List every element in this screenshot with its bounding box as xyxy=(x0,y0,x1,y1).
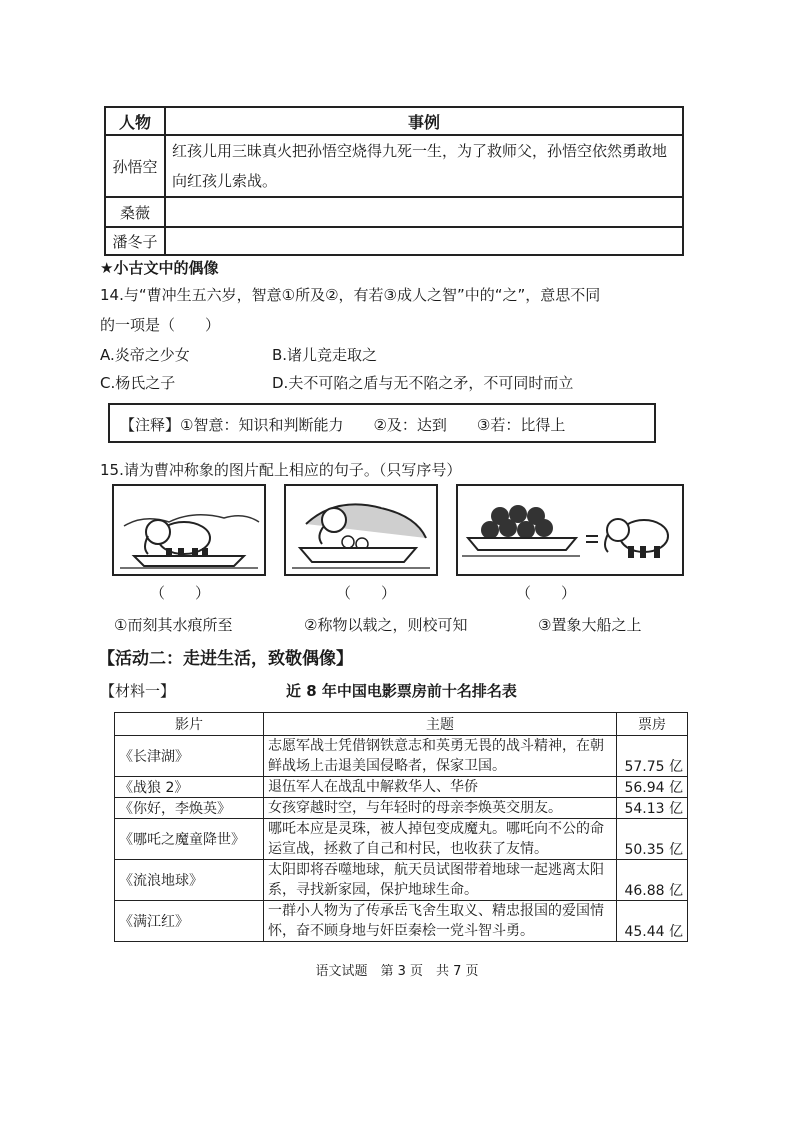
film-theme: 女孩穿越时空，与年轻时的母亲李焕英交朋友。 xyxy=(264,798,617,819)
film-title: 《长津湖》 xyxy=(115,736,264,777)
answer-blank-3[interactable]: （ ） xyxy=(516,584,577,602)
table-header-row xyxy=(105,107,683,135)
table-row xyxy=(105,135,683,197)
film-theme: 退伍军人在战乱中解救华人、华侨 xyxy=(264,777,617,798)
elephant-boat-illustration xyxy=(114,486,264,574)
option-a[interactable]: A.炎帝之少女 xyxy=(100,346,190,364)
film-theme: 一群小人物为了传承岳飞舍生取义、精忠报国的爱国情怀，奋不顾身地与奸臣秦桧一党斗智斗勇。 xyxy=(264,901,617,942)
film-title: 《你好，李焕英》 xyxy=(115,798,264,819)
film-theme: 志愿军战士凭借钢铁意志和英勇无畏的战斗精神，在朝鲜战场上击退美国侵略者，保家卫国。 xyxy=(264,736,617,777)
film-box-office: 57.75 亿 xyxy=(617,736,688,777)
table-row xyxy=(105,227,683,255)
table-row xyxy=(105,197,683,227)
film-theme: 太阳即将吞噬地球，航天员试图带着地球一起逃离太阳系，寻找新家园，保护地球生命。 xyxy=(264,860,617,901)
film-box-office: 56.94 亿 xyxy=(617,777,688,798)
stones-equal-elephant-illustration xyxy=(458,486,682,574)
table-row xyxy=(115,798,688,819)
film-title: 《流浪地球》 xyxy=(115,860,264,901)
question-15-stem: 15.请为曹冲称象的图片配上相应的句子。（只写序号） xyxy=(100,461,462,479)
film-box-office: 46.88 亿 xyxy=(617,860,688,901)
annotation-box: 【注释】①智意：知识和判断能力 ②及：达到 ③若：比得上 xyxy=(108,403,656,443)
option-b[interactable]: B.诸儿竞走取之 xyxy=(272,346,378,364)
film-box-office: 50.35 亿 xyxy=(617,819,688,860)
character-example: 红孩儿用三昧真火把孙悟空烧得九死一生，为了救师父，孙悟空依然勇敢地向红孩儿索战。 xyxy=(165,135,683,197)
question-14-line1: 14.与“曹冲生五六岁，智意①所及②，有若③成人之智”中的“之”，意思不同 xyxy=(100,286,601,304)
table-row xyxy=(115,901,688,942)
answer-blank-2[interactable]: （ ） xyxy=(336,584,397,602)
character-table xyxy=(104,106,684,256)
picture-stones-equal-elephant xyxy=(456,484,684,576)
film-title: 《哪吒之魔童降世》 xyxy=(115,819,264,860)
character-example-blank[interactable] xyxy=(165,227,683,255)
answer-blank-1[interactable]: （ ） xyxy=(150,584,211,602)
caption-2: ②称物以载之，则校可知 xyxy=(304,616,468,634)
header-theme: 主题 xyxy=(264,713,617,736)
table-header-row xyxy=(115,713,688,736)
option-c[interactable]: C.杨氏之子 xyxy=(100,374,176,392)
header-film: 影片 xyxy=(115,713,264,736)
elephant-people-illustration xyxy=(286,486,436,574)
header-box-office: 票房 xyxy=(617,713,688,736)
question-14-line2: 的一项是（ ） xyxy=(100,316,221,334)
caption-3: ③置象大船之上 xyxy=(538,616,642,634)
table-row xyxy=(115,819,688,860)
material-title: 近 8 年中国电影票房前十名排名表 xyxy=(286,682,517,700)
activity-heading: 【活动二：走进生活，致敬偶像】 xyxy=(98,649,353,669)
film-box-office: 54.13 亿 xyxy=(617,798,688,819)
film-title: 《满江红》 xyxy=(115,901,264,942)
page-footer: 语文试题 第 3 页 共 7 页 xyxy=(315,964,479,979)
header-character: 人物 xyxy=(105,107,165,135)
film-box-office: 45.44 亿 xyxy=(617,901,688,942)
character-example-blank[interactable] xyxy=(165,197,683,227)
option-d[interactable]: D.夫不可陷之盾与无不陷之矛，不可同时而立 xyxy=(272,374,574,392)
table-row xyxy=(115,860,688,901)
table-row xyxy=(115,777,688,798)
character-name: 桑薇 xyxy=(105,197,165,227)
section-heading: ★小古文中的偶像 xyxy=(100,259,219,277)
picture-elephant-on-boat xyxy=(112,484,266,576)
character-name: 潘冬子 xyxy=(105,227,165,255)
film-title: 《战狼 2》 xyxy=(115,777,264,798)
header-example: 事例 xyxy=(165,107,683,135)
character-name: 孙悟空 xyxy=(105,135,165,197)
picture-elephant-with-people xyxy=(284,484,438,576)
box-office-table xyxy=(114,712,688,942)
table-row xyxy=(115,736,688,777)
film-theme: 哪吒本应是灵珠，被人掉包变成魔丸。哪吒向不公的命运宣战，拯救了自己和村民，也收获了友情。 xyxy=(264,819,617,860)
caption-1: ①而刻其水痕所至 xyxy=(114,616,233,634)
material-label: 【材料一】 xyxy=(100,682,176,700)
